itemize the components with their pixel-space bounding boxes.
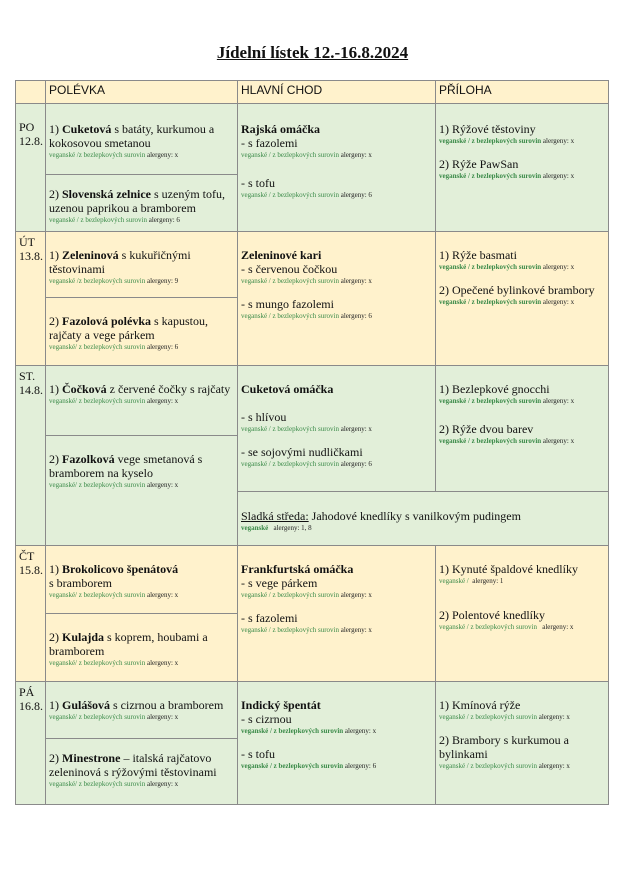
soup-name: Čočková (62, 382, 107, 396)
soup-1: 1) Zeleninová s kukuřičnými těstovinami veganské /z bezlepkových surovin alergeny: 9 (46, 232, 238, 298)
day-st (16, 366, 46, 546)
soup-name: Gulášová (62, 698, 111, 712)
day-date: 16.8. (19, 699, 43, 713)
main-name: Rajská omáčka (241, 122, 321, 136)
main-dish: Frankfurtská omáčka - s vege párkem veganské / z bezlepkových surovin alergeny: x - s fazolemi veganské / z bezlepkových surovin alergeny: x (238, 546, 436, 682)
side-dishes: 1) Rýžové těstoviny veganské / z bezlepkových surovin alergeny: x 2) Rýže PawSan veganské / z bezlepkových surovin alergeny: x (436, 104, 609, 232)
day-po (16, 104, 46, 232)
page-title: Jídelní lístek 12.-16.8.2024 (216, 43, 409, 62)
main-dish: Indický špentát - s cizrnou veganské / z bezlepkových surovin alergeny: x - s tofu veganské / z bezlepkových surovin alergeny: 6 (238, 682, 436, 805)
day-ct (16, 546, 46, 682)
day-date: 14.8. (19, 383, 43, 397)
day-name: PÁ (19, 685, 35, 699)
sweet-wednesday: Sladká středa: Jahodové knedlíky s vanilkovým pudingem veganské alergeny: 1, 8 (238, 492, 609, 546)
day-date: 15.8. (19, 563, 43, 577)
main-name: Zeleninové kari (241, 248, 322, 262)
soup-name: Brokolicovo špenátová (62, 562, 179, 576)
main-dish: Rajská omáčka - s fazolemi veganské / z bezlepkových surovin alergeny: x - s tofu veganské / z bezlepkových surovin alergeny: 6 (238, 104, 436, 232)
soup-name: Fazolová polévka (62, 314, 151, 328)
main-name: Cuketová omáčka (241, 382, 334, 396)
soup-name: Slovenská zelnice (62, 187, 151, 201)
header-polevka: POLÉVKA (46, 81, 238, 104)
header-hlavni-chod: HLAVNÍ CHOD (238, 81, 436, 104)
day-name: ST. (19, 369, 36, 383)
soup-name: Kulajda (62, 630, 105, 644)
soup-1: 1) Gulášová s cizrnou a bramborem veganské/ z bezlepkových surovin alergeny: x (46, 682, 238, 739)
day-name: PO (19, 120, 35, 134)
soup-2: 2) Kulajda s koprem, houbami a bramborem veganské/ z bezlepkových surovin alergeny: x (46, 614, 238, 682)
day-date: 12.8. (19, 134, 43, 148)
day-name: ÚT (19, 235, 35, 249)
soup-1: 1) Brokolicovo špenátová s bramborem veganské/ z bezlepkových surovin alergeny: x (46, 546, 238, 614)
soup-1: 1) Čočková z červené čočky s rajčaty veganské/ z bezlepkových surovin alergeny: x (46, 366, 238, 436)
soup-name: Minestrone (62, 751, 121, 765)
main-name: Frankfurtská omáčka (241, 562, 354, 576)
day-ut (16, 232, 46, 366)
day-pa (16, 682, 46, 805)
main-dish: Cuketová omáčka - s hlívou veganské / z bezlepkových surovin alergeny: x - se sojovými nudličkami veganské / z bezlepkových surovin alergeny: 6 (238, 366, 436, 492)
day-name: ČT (19, 549, 35, 563)
side-dishes: 1) Kmínová rýže veganské / z bezlepkových surovin alergeny: x 2) Brambory s kurkumou a bylinkami veganské / z bezlepkových surovin alergeny: x (436, 682, 609, 805)
soup-name: Cuketová (62, 122, 112, 136)
soup-2: 2) Minestrone – italská rajčatovo zeleninová s rýžovými těstovinami veganské/ z bezlepkových surovin alergeny: x (46, 739, 238, 805)
side-dishes: 1) Rýže basmati veganské / z bezlepkových surovin alergeny: x 2) Opečené bylinkové brambory veganské / z bezlepkových surovin alergeny: x (436, 232, 609, 366)
corner-cell (16, 81, 46, 104)
header-priloha: PŘÍLOHA (436, 81, 609, 104)
side-dishes: 1) Bezlepkové gnocchi veganské / z bezlepkových surovin alergeny: x 2) Rýže dvou barev veganské / z bezlepkových surovin alergeny: x (436, 366, 609, 492)
soup-name: Zeleninová (62, 248, 119, 262)
special-label: Sladká středa: (241, 509, 309, 523)
day-date: 13.8. (19, 249, 43, 263)
side-dishes: 1) Kynuté špaldové knedlíky veganské / alergeny: 1 2) Polentové knedlíky veganské / z bezlepkových surovin alergeny: x (436, 546, 609, 682)
main-dish: Zeleninové kari - s červenou čočkou veganské / z bezlepkových surovin alergeny: x - s mungo fazolemi veganské / z bezlepkových surovin alergeny: 6 (238, 232, 436, 366)
soup-1: 1) Cuketová s batáty, kurkumou a kokosovou smetanou veganské /z bezlepkových surovin alergeny: x (46, 104, 238, 175)
soup-name: Fazolková (62, 452, 115, 466)
menu-table (15, 80, 609, 805)
soup-2: 2) Fazolová polévka s kapustou, rajčaty a vege párkem veganské/ z bezlepkových surovin alergeny: 6 (46, 298, 238, 366)
main-name: Indický špentát (241, 698, 321, 712)
soup-2: 2) Slovenská zelnice s uzeným tofu, uzenou paprikou a bramborem veganské / z bezlepkových surovin alergeny: 6 (46, 175, 238, 232)
soup-2: 2) Fazolková vege smetanová s bramborem na kyselo veganské/ z bezlepkových surovin alergeny: x (46, 436, 238, 546)
